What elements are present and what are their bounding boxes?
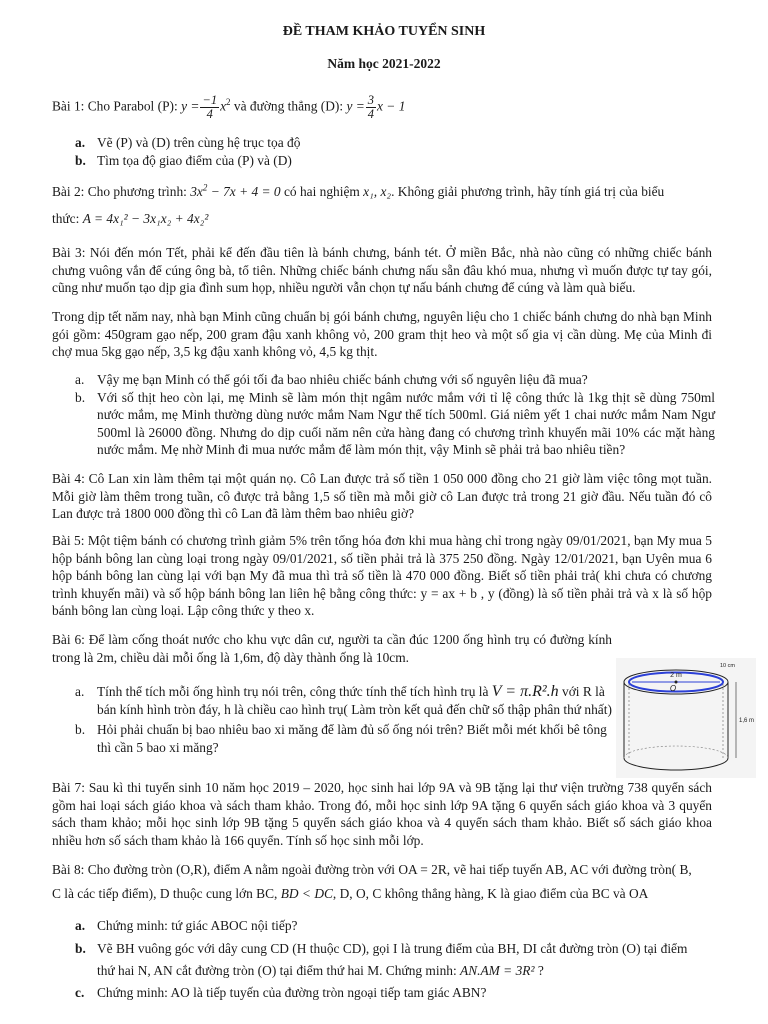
problem-2-mid: có hai nghiệm	[283, 184, 360, 199]
problem-3-intro: Bài 3: Nói đến món Tết, phải kể đến đầu tiên là bánh chưng, bánh tét. Ở miền Bắc, nhà nào cũng có những chiếc bánh chưng vuông vắn để cúng ông bà, tổ tiên. Những chiếc bánh chưng nấu sẵn đâu khó mua, nhưng vì muốn được tự tay gói, cũng như muốn tạo dịp gia đình sum họp, nhiều người vẫn chọn tự nấu bánh chưng để cúng và làm quà biếu.	[52, 245, 712, 296]
product-formula: AN.AM = 3R²	[460, 963, 535, 979]
expression: A = 4x₁² − 3x₁x₂ + 4x₂²	[82, 211, 209, 226]
problem-8-text: , D, O, C không thẳng hàng, K là giao điểm của BC và OA	[332, 886, 649, 901]
list-text: Tìm tọa độ giao điểm của (P) và (D)	[97, 152, 292, 168]
problem-2-line-1	[52, 183, 664, 201]
expression-label: thức:	[52, 211, 80, 226]
list-text: thứ hai N, AN cắt đường tròn (O) tại điểm thứ hai M. Chứng minh:	[97, 963, 457, 979]
line-numerator: 3	[367, 93, 375, 107]
volume-formula: V = π.R².h	[491, 683, 559, 700]
list-text: với	[562, 684, 580, 699]
list-marker: a.	[75, 684, 85, 699]
list-item	[75, 371, 715, 389]
problem-1-prefix: Bài 1: Cho Parabol (P):	[52, 98, 178, 114]
problem-5: Bài 5: Một tiệm bánh có chương trình giảm 5% trên tổng hóa đơn khi mua hàng chỉ trong ngày 09/01/2021, bạn My mua 5 hộp bánh bông lan cùng loại trong ngày 09/01/2021, số tiền phải trả là 375 250 đồng. Ngày 12/01/2021, bạn Uyên mua 6 hộp bánh bông lan cùng lại với bạn My đã mua thì trả số tiền là 470 000 đồng. Biết số tiền phải trả( khi chưa có chương trình khuyến mãi) và số hộp bánh bông lan liên hệ bằng công thức: y = ax + b , y (đồng) là số tiền phải trả và x là số hộp bánh bông lan cùng loại. Lập công thức y theo x.	[52, 533, 712, 619]
list-text: Chứng minh: AO là tiếp tuyến của đường tròn ngoại tiếp tam giác ABN?	[97, 984, 487, 1000]
list-item	[75, 134, 715, 152]
parabol-denominator: 4	[206, 107, 213, 121]
equation	[190, 184, 280, 199]
problem-8-text: C là các tiếp điểm), D thuộc cung lớn BC,	[52, 886, 278, 901]
diameter-label: 2 m	[670, 672, 682, 679]
list-marker: c.	[75, 984, 85, 1000]
center-label: O	[669, 684, 677, 693]
thickness-label: 10 cm	[720, 663, 735, 669]
list-marker: b.	[75, 152, 86, 168]
list-text: ?	[537, 963, 544, 979]
problem-1-mid: và đường thẳng (D):	[233, 98, 344, 114]
line-denominator: 4	[367, 107, 375, 121]
problem-4: Bài 4: Cô Lan xin làm thêm tại một quán nọ. Cô Lan được trả số tiền 1 050 000 đồng cho 21 giờ làm việc tông mọt tuần. Mỗi giờ làm thêm trong tuần, cô được trả bằng 1,5 số tiền mà mỗi giờ cô Lan được trả trong 21 giờ đầu. Nếu tuần đó cô Lan được trả 1800 000 đồng thì cô Lan đã làm thêm bao nhiêu giờ?	[52, 471, 712, 522]
list-text: R là bán kính hình tròn đáy, h là chiều cao hình trụ( Làm tròn kết quả đến chữ số thập phân thứ nhất)	[97, 684, 612, 717]
problem-6-list	[75, 683, 615, 756]
problem-8-line-2	[52, 885, 648, 903]
list-item	[75, 984, 715, 1002]
list-marker: b.	[75, 389, 86, 405]
problem-7: Bài 7: Sau kì thi tuyển sinh 10 năm học 2019 – 2020, học sinh hai lớp 9A và 9B tặng lại thư viện trường 738 quyển sách gồm hai loại sách giáo khoa và sách tham khảo. Trong đó, mỗi học sinh lớp 9A tặng 6 quyển sách giáo khoa và 3 quyển sách tham khảo; mỗi học sinh lớp 9B tặng 5 quyển sách giáo khoa và 4 quyển sách tham khảo. Biết số sách giáo khoa nhiều hơn số sách tham khảo là 166 quyển. Tính số học sinh mỗi lớp.	[52, 780, 712, 848]
parabol-exponent: 2	[226, 97, 231, 108]
list-item	[75, 152, 715, 170]
cylinder-figure	[616, 658, 756, 778]
school-year: Năm học 2021-2022	[327, 56, 441, 71]
list-item	[75, 389, 715, 459]
problem-3-context: Trong dịp tết năm nay, nhà bạn Minh cũng chuẩn bị gói bánh chưng, nguyên liệu cho 1 chiếc bánh chưng do nhà bạn Minh gói gồm: 450gram gạo nếp, 200 gram đậu xanh không vỏ, 200 gram thịt heo và một số gia vị cần dùng. Mẹ của Minh đi chợ mua 5kg gạo nếp, 3,5 kg đậu xanh không vỏ, 4,5 kg thịt.	[52, 309, 712, 360]
problem-2-prefix: Bài 2: Cho phương trình:	[52, 184, 187, 199]
list-text: Vậy mẹ bạn Minh có thể gói tối đa bao nhiêu chiếc bánh chưng với số nguyên liệu đã mua?	[97, 372, 588, 387]
problem-2-tail: . Không giải phương trình, hãy tính giá trị của biểu	[391, 184, 665, 199]
inequality: BD < DC	[280, 886, 333, 901]
equation-part: − 7x + 4 = 0	[207, 184, 281, 199]
document-title: ĐỀ THAM KHẢO TUYỂN SINH	[282, 24, 486, 39]
list-item-continuation	[75, 962, 715, 980]
line-lhs: y =	[346, 98, 365, 114]
line-tail: x − 1	[377, 98, 406, 114]
list-marker: a.	[75, 918, 86, 933]
problem-1-statement	[52, 94, 405, 121]
list-text: Với số thịt heo còn lại, mẹ Minh sẽ làm món thịt ngâm nước mắm với tỉ lệ công thức là 1kg thịt sẽ dùng 750ml nước mắm, mẹ Minh thường dùng nước mắm Nam Ngư thể tích 500ml. Giá niêm yết 1 chai nước mắm Nam Ngư 500ml là 26000 đồng. Nhưng do dịp cuối năm nên cửa hàng đang có chương trình khuyến mãi 10% các mặt hàng nước mắm. Mẹ nhờ Minh đi mua nước mắm để làm món thịt, vậy Minh sẽ phải trả bao nhiêu tiền?	[97, 389, 715, 458]
list-text: Hỏi phải chuẩn bị bao nhiêu bao xi măng để làm đủ số ống nói trên? Biết mỗi mét khối bê tông thì cần 5 bao xi măng?	[97, 722, 607, 755]
problem-6: Bài 6: Để làm cống thoát nước cho khu vực dân cư, người ta cần đúc 1200 ống hình trụ có đường kính trong là 2m, chiều dài mỗi ống là 1,6m, độ dày thành ống là 10cm.	[52, 632, 612, 665]
problem-2-line-2	[52, 210, 208, 228]
list-text: Tính thể tích mỗi ống hình trụ nói trên, công thức tính thể tích hình trụ là	[97, 684, 489, 699]
parabol-var: x	[220, 98, 227, 114]
problem-3-list	[75, 371, 715, 459]
parabol-lhs: y =	[181, 98, 200, 114]
equation-part: 3x	[190, 184, 203, 199]
roots: x₁, x₂	[363, 184, 392, 199]
list-marker: a.	[75, 135, 86, 150]
list-item	[75, 683, 615, 718]
list-text: Vẽ BH vuông góc với dây cung CD (H thuộc CD), gọi I là trung điểm của BH, DI cắt đường tròn (O) tại điểm	[97, 940, 688, 956]
list-item	[75, 721, 615, 756]
parabol-fraction	[200, 94, 219, 121]
list-text: Vẽ (P) và (D) trên cùng hệ trục tọa độ	[97, 135, 301, 150]
problem-8-list	[75, 917, 715, 1001]
list-text: Chứng minh: tứ giác ABOC nội tiếp?	[97, 918, 298, 933]
line-fraction	[366, 94, 376, 121]
list-marker: b.	[75, 722, 86, 738]
problem-1-list	[75, 134, 715, 169]
list-item	[75, 940, 715, 958]
height-label: 1,6 m	[739, 718, 755, 724]
list-marker: b.	[75, 940, 86, 956]
list-marker: a.	[75, 372, 85, 387]
problem-8-line-1: Bài 8: Cho đường tròn (O,R), điểm A nằm ngoài đường tròn với OA = 2R, vẽ hai tiếp tuyến AB, AC với đường tròn( B,	[52, 862, 692, 877]
parabol-numerator: −1	[202, 93, 218, 107]
list-item	[75, 917, 715, 935]
equation-exponent: 2	[202, 182, 208, 193]
